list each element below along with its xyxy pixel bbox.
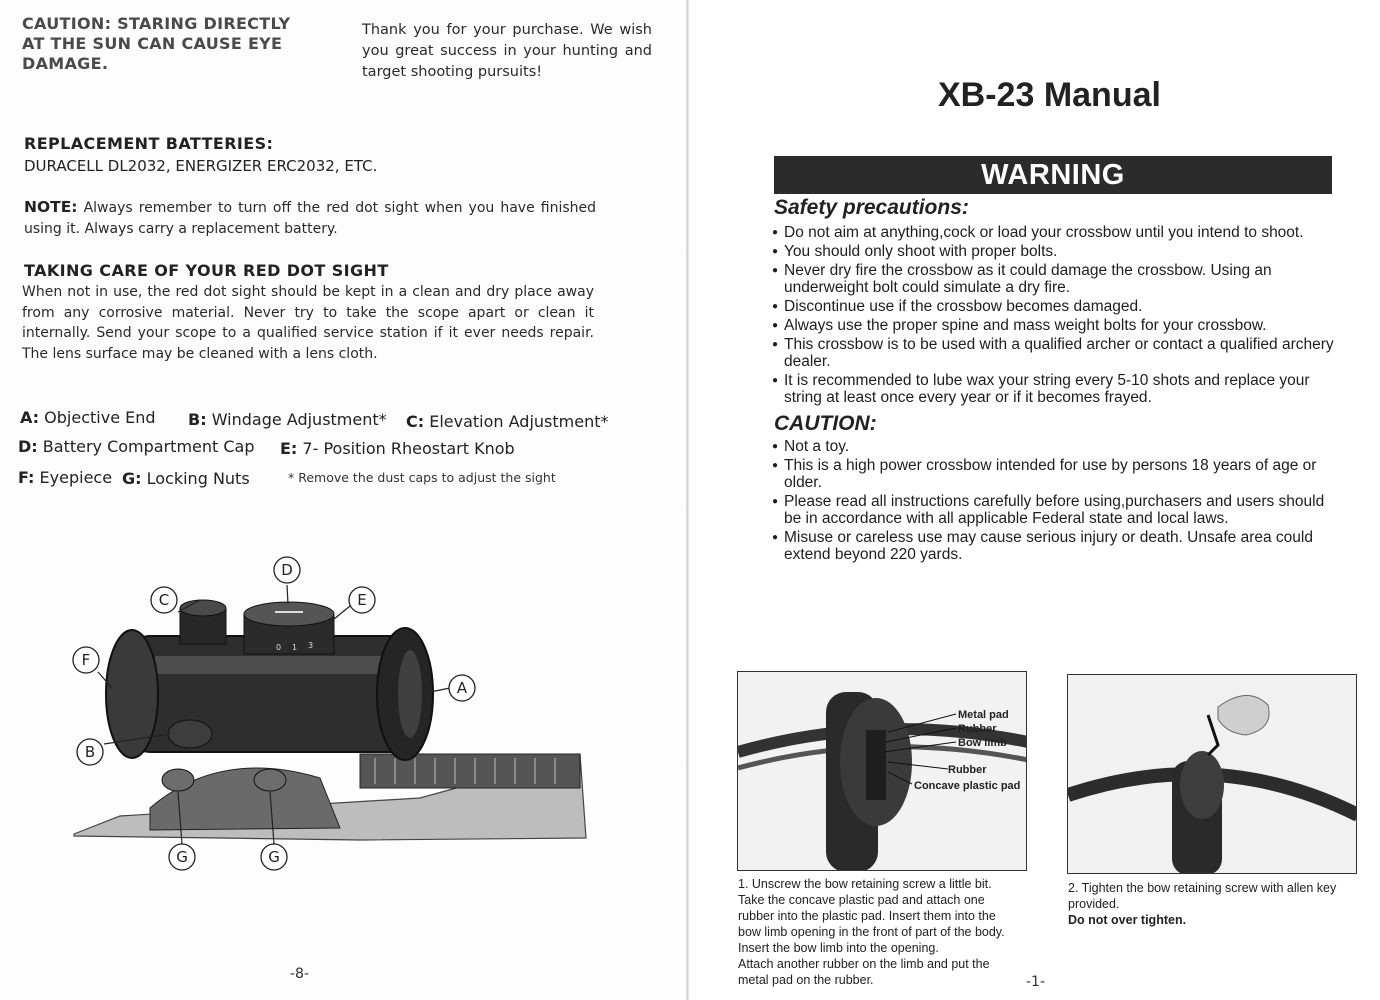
part-key: B: xyxy=(188,410,207,429)
callout-f: F xyxy=(81,651,91,669)
eyepiece xyxy=(106,630,158,758)
part-f xyxy=(18,468,112,487)
part-e xyxy=(280,439,515,458)
label-concave-pad: Concave plastic pad xyxy=(914,780,1021,792)
callout-a: A xyxy=(456,679,468,697)
sun-caution-line: CAUTION: STARING DIRECTLY xyxy=(22,14,291,33)
caption-line: 1. Unscrew the bow retaining screw a little bit. xyxy=(738,877,992,891)
warning-banner: WARNING xyxy=(774,156,1332,194)
callout-b: B xyxy=(84,743,96,761)
page-number-right: -1- xyxy=(1026,974,1046,990)
caption-line: provided. xyxy=(1068,897,1120,911)
part-d xyxy=(18,437,255,456)
caution-item: ● Please read all instructions carefully before using,purchasers and users should be in accordance with all applicable Federal state and local laws. xyxy=(772,493,1338,527)
part-label: Locking Nuts xyxy=(146,469,250,488)
dust-note: * Remove the dust caps to adjust the sight xyxy=(288,470,556,485)
allen-key-illustration xyxy=(1068,675,1357,874)
sun-caution-line: AT THE SUN CAN CAUSE EYE xyxy=(22,34,283,53)
part-g xyxy=(122,469,250,488)
thanks-text: Thank you for your purchase. We wish you great success in your hunting and target shooting pursuits! xyxy=(362,22,652,80)
caution-item: ● Not a toy. xyxy=(772,438,1338,455)
safety-item: ● This crossbow is to be used with a qualified archer or contact a qualified archery dealer. xyxy=(772,336,1338,370)
safety-item: ● You should only shoot with proper bolts. xyxy=(772,243,1338,260)
note-label: NOTE: xyxy=(24,198,78,216)
part-label: Battery Compartment Cap xyxy=(42,437,255,456)
svg-text:0: 0 xyxy=(276,643,282,652)
windage-cap xyxy=(168,720,212,748)
safety-item: ● Discontinue use if the crossbow becomes damaged. xyxy=(772,298,1338,315)
book-spine xyxy=(686,0,689,1000)
red-dot-sight-diagram xyxy=(60,548,600,878)
caution-item: ● Misuse or careless use may cause serious injury or death. Unsafe area could extend beyond 220 yards. xyxy=(772,529,1338,563)
part-label: Windage Adjustment* xyxy=(211,410,387,429)
label-rubber-top: Rubber xyxy=(958,723,997,735)
elevation-cap-top xyxy=(180,600,226,616)
label-metal-pad: Metal pad xyxy=(958,709,1009,721)
part-key: F: xyxy=(18,468,35,487)
part-a xyxy=(20,408,156,427)
safety-item: ● It is recommended to lube wax your string every 5-10 shots and replace your string at least once every year or if it becomes frayed. xyxy=(772,372,1338,406)
note-body: Always remember to turn off the red dot sight when you have finished using it. Always carry a replacement battery. xyxy=(24,200,597,237)
allen-key-photo xyxy=(1067,674,1357,874)
part-key: C: xyxy=(406,412,425,431)
part-b xyxy=(188,410,387,429)
locking-nut-left xyxy=(162,769,194,791)
replacement-body: DURACELL DL2032, ENERGIZER ERC2032, ETC. xyxy=(24,157,378,175)
limb-assembly-illustration xyxy=(738,672,1027,871)
part-key: D: xyxy=(18,437,38,456)
battery-cap xyxy=(244,602,334,626)
limb-assembly-photo xyxy=(737,671,1027,871)
callout-g-right: G xyxy=(268,848,280,866)
objective-lens-glint xyxy=(398,650,422,738)
caption-step-1 xyxy=(738,876,1028,988)
label-bow-limb: Bow limb xyxy=(958,737,1007,749)
part-label: Objective End xyxy=(44,408,156,427)
caption-line: 2. Tighten the bow retaining screw with allen key xyxy=(1068,881,1337,895)
caption-line: metal pad on the rubber. xyxy=(738,973,874,987)
locking-nut-right xyxy=(254,769,286,791)
care-heading: TAKING CARE OF YOUR RED DOT SIGHT xyxy=(24,261,389,280)
caption-line: Attach another rubber on the limb and put the xyxy=(738,957,990,971)
part-key: G: xyxy=(122,469,142,488)
callout-e: E xyxy=(357,591,367,609)
caption-warning: Do not over tighten. xyxy=(1068,913,1187,927)
scope-highlight xyxy=(155,656,395,674)
safety-item: ● Do not aim at anything,cock or load your crossbow until you intend to shoot. xyxy=(772,224,1338,241)
safety-list xyxy=(772,224,1338,408)
callout-c: C xyxy=(158,591,170,609)
care-body: When not in use, the red dot sight should be kept in a clean and dry place away from any corrosive material. Never try to take the scope apart or clean it internally. Send your scope to a qualified service station if it ever needs repair. The lens surface may be cleaned with a lens cloth. xyxy=(22,284,594,362)
sun-caution-line: DAMAGE. xyxy=(22,54,109,73)
note-paragraph xyxy=(24,197,596,240)
picatinny-rail xyxy=(360,754,580,788)
part-c xyxy=(406,412,609,431)
caution-heading: CAUTION: xyxy=(774,412,877,435)
safety-item: ● Always use the proper spine and mass weight bolts for your crossbow. xyxy=(772,317,1338,334)
caption-step-2 xyxy=(1068,880,1358,928)
replacement-heading: REPLACEMENT BATTERIES: xyxy=(24,134,274,153)
caution-list xyxy=(772,438,1338,565)
left-page xyxy=(0,0,688,1000)
callout-d: D xyxy=(281,561,293,579)
caption-line: Take the concave plastic pad and attach one xyxy=(738,893,985,907)
caution-item: ● This is a high power crossbow intended for use by persons 18 years of age or older. xyxy=(772,457,1338,491)
part-label: 7- Position Rheostart Knob xyxy=(302,439,515,458)
caption-line: rubber into the plastic pad. Insert them into the xyxy=(738,909,996,923)
safety-item: ● Never dry fire the crossbow as it could damage the crossbow. Using an underweight bolt could simulate a dry fire. xyxy=(772,262,1338,296)
page-number-left: -8- xyxy=(290,966,310,982)
label-rubber-bottom: Rubber xyxy=(948,764,987,776)
sun-caution xyxy=(22,14,332,74)
part-key: E: xyxy=(280,439,298,458)
manual-title: XB-23 Manual xyxy=(938,76,1161,114)
svg-text:3: 3 xyxy=(308,641,314,650)
part-label: Eyepiece xyxy=(39,468,113,487)
part-key: A: xyxy=(20,408,40,427)
caption-line: Insert the bow limb into the opening. xyxy=(738,941,939,955)
part-label: Elevation Adjustment* xyxy=(429,412,609,431)
safety-heading: Safety precautions: xyxy=(774,196,969,219)
svg-text:1: 1 xyxy=(292,643,298,652)
callout-g-left: G xyxy=(176,848,188,866)
caption-line: bow limb opening in the front of part of the body. xyxy=(738,925,1005,939)
